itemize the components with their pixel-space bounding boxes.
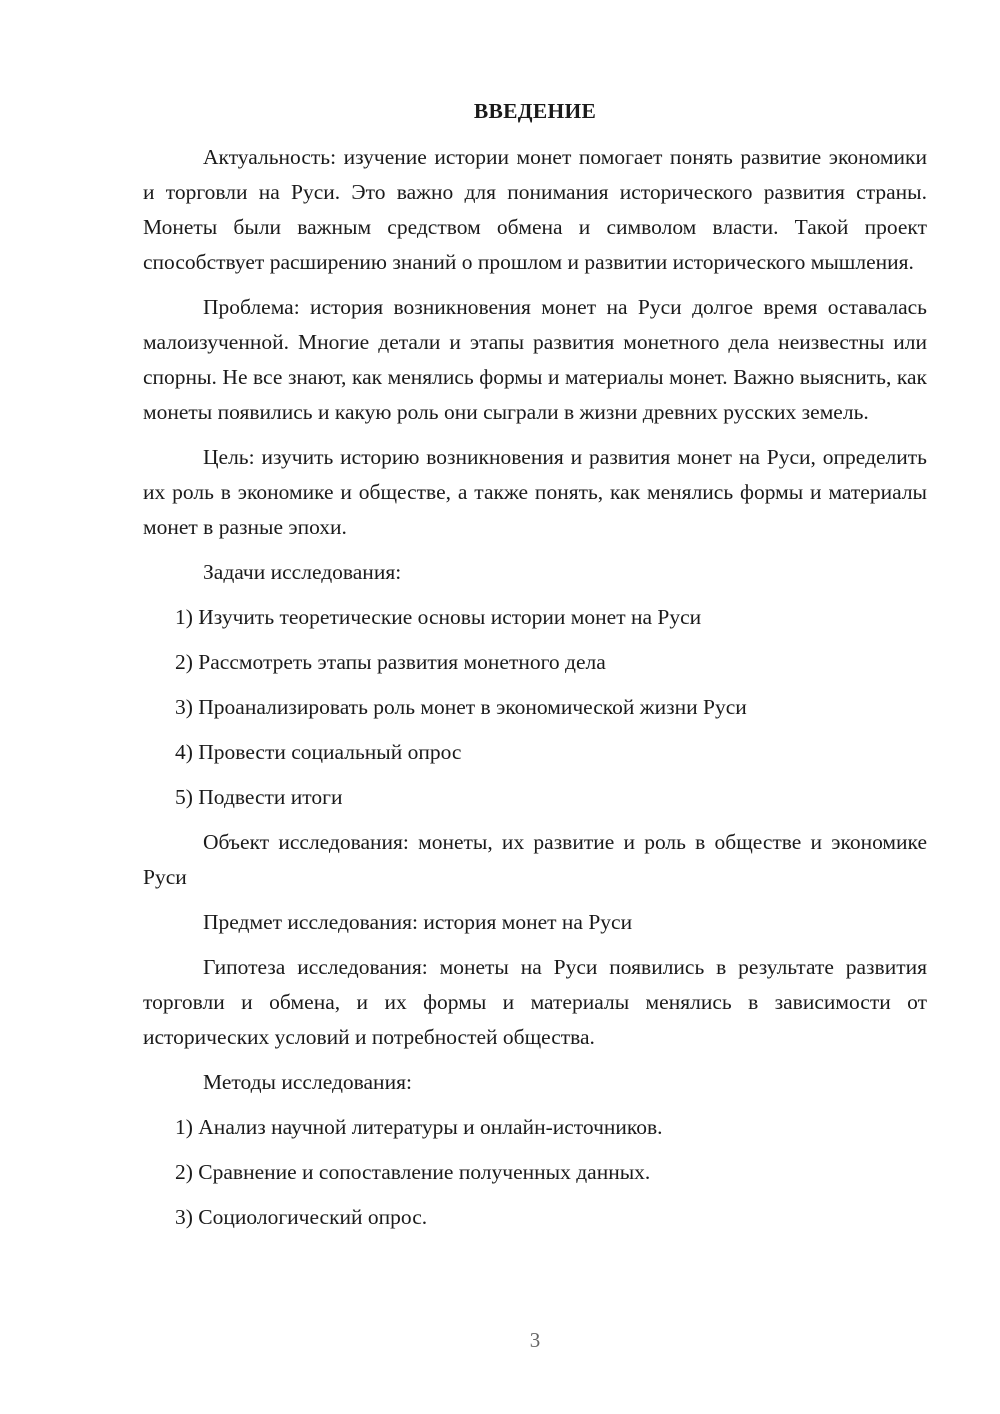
- method-item: 1) Анализ научной литературы и онлайн-источников.: [175, 1115, 663, 1139]
- section-title: ВВЕДЕНИЕ: [473, 99, 597, 123]
- relevance-paragraph: Актуальность: изучение истории монет помогает понять развитие экономики и торговли на Руси. Это важно для понимания исторического развития страны. Монеты были важным средством обмена и символом власти. Такой проект способствует расширению знаний о прошлом и развитии исторического мышления.: [143, 145, 927, 274]
- problem-paragraph: Проблема: история возникновения монет на Руси долгое время оставалась малоизученной. Многие детали и этапы развития монетного дела неизвестны или спорны. Не все знают, как менялись формы и материалы монет. Важно выяснить, как монеты появились и какую роль они сыграли в жизни древних русских земель.: [143, 295, 927, 424]
- method-item: 3) Социологический опрос.: [175, 1205, 428, 1229]
- methods-list: [143, 1110, 927, 1235]
- page-number: 3: [529, 1328, 541, 1352]
- methods-heading: Методы исследования:: [203, 1070, 412, 1094]
- page-content: [143, 96, 927, 1245]
- task-item: 2) Рассмотреть этапы развития монетного дела: [175, 650, 606, 674]
- object-paragraph: Объект исследования: монеты, их развитие и роль в обществе и экономике Руси: [143, 830, 927, 889]
- task-item: 4) Провести социальный опрос: [175, 740, 462, 764]
- subject-paragraph: Предмет исследования: история монет на Руси: [203, 910, 633, 934]
- hypothesis-paragraph: Гипотеза исследования: монеты на Руси появились в результате развития торговли и обмена, и их формы и материалы менялись в зависимости от исторических условий и потребностей общества.: [143, 955, 927, 1049]
- tasks-list: [143, 600, 927, 815]
- task-item: 5) Подвести итоги: [175, 785, 343, 809]
- task-item: 1) Изучить теоретические основы истории монет на Руси: [175, 605, 702, 629]
- goal-paragraph: Цель: изучить историю возникновения и развития монет на Руси, определить их роль в экономике и обществе, а также понять, как менялись формы и материалы монет в разные эпохи.: [143, 445, 927, 539]
- tasks-heading: Задачи исследования:: [203, 560, 402, 584]
- task-item: 3) Проанализировать роль монет в экономической жизни Руси: [175, 695, 747, 719]
- method-item: 2) Сравнение и сопоставление полученных данных.: [175, 1160, 651, 1184]
